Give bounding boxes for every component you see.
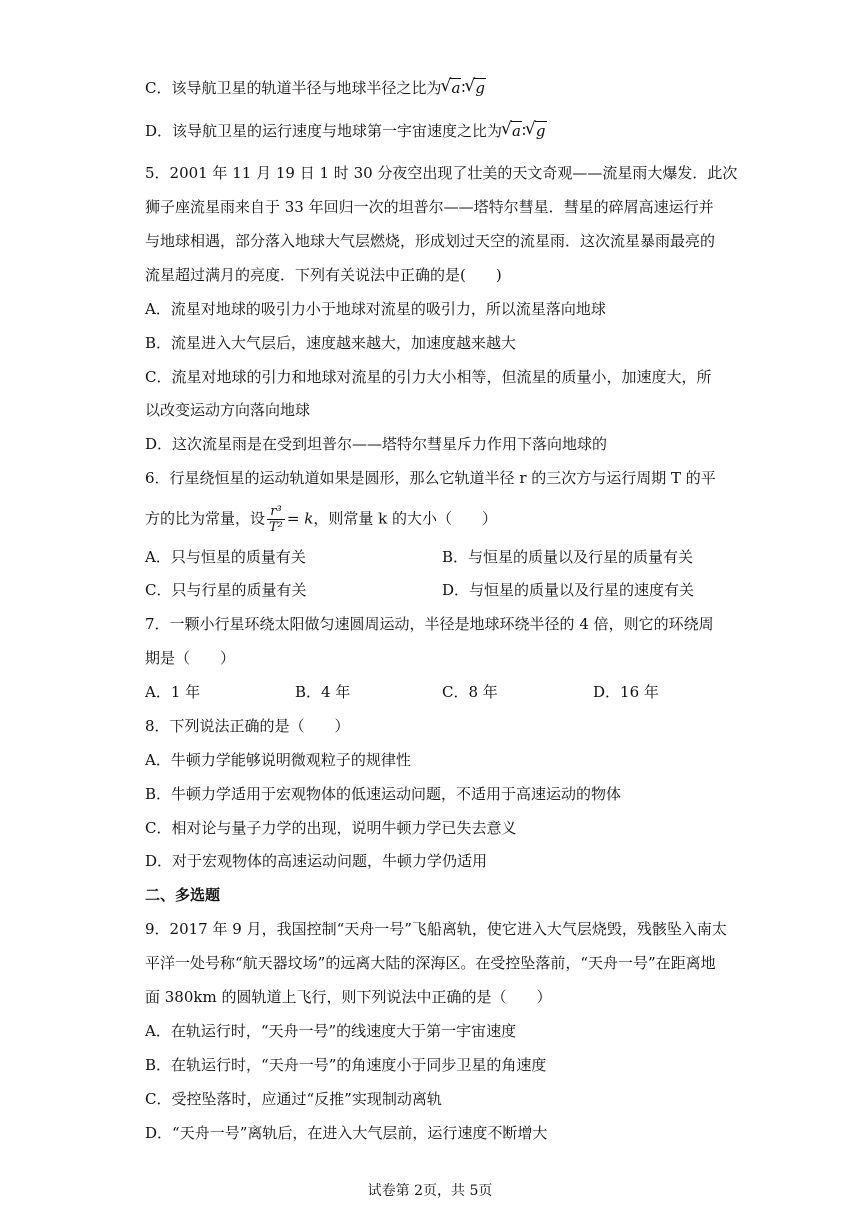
q5-stem-line-3: 与地球相遇，部分落入地球大气层燃烧，形成划过天空的流星雨．这次流星暴雨最亮的 [145,232,716,250]
q9-stem-line-2: 平洋一处号称“航天器坟场”的远离大陆的深海区。在受控坠落前，“天舟一号”在距离地 [145,954,716,972]
q8-option-c: C．相对论与量子力学的出现，说明牛顿力学已失去意义 [145,819,517,837]
q4-option-d-text: D．该导航卫星的运行速度与地球第一宇宙速度之比为 [145,122,503,140]
q7-stem-line-2: 期是（ ） [145,649,236,667]
q6-stem-post: ，则常量 k 的大小（ ） [313,509,497,528]
q6-option-c: C．只与行星的质量有关 [145,581,307,599]
q9-stem-line-1: 9．2017 年 9 月，我国控制“天舟一号”飞船离轨，使它进入大气层烧毁，残骸坠入南太 [145,920,727,938]
q6-stem-line-1: 6．行星绕恒星的运动轨道如果是圆形，那么它轨道半径 r 的三次方与运行周期 T 的平 [145,469,716,487]
fraction-numerator: r³ [267,504,285,520]
q7-option-c: C．8 年 [442,683,498,701]
q9-option-b: B．在轨运行时，“天舟一号”的角速度小于同步卫星的角速度 [145,1056,547,1074]
sqrt-g: √ g [526,121,547,141]
q9-option-d: D．“天舟一号”离轨后，在进入大气层前，运行速度不断增大 [145,1124,548,1142]
q5-stem-line-2: 狮子座流星雨来自于 33 年回归一次的坦普尔——塔特尔彗星．彗星的碎屑高速运行并 [145,198,714,216]
q9-option-a: A．在轨运行时，“天舟一号”的线速度大于第一宇宙速度 [145,1022,517,1040]
q9-stem-line-3: 面 380km 的圆轨道上飞行，则下列说法中正确的是（ ） [145,988,552,1006]
q5-option-a: A．流星对地球的吸引力小于地球对流星的吸引力，所以流星落向地球 [145,300,606,318]
sqrt-a: √ a [441,78,461,98]
sqrt-g: √ g [465,78,486,98]
section-heading-multi-choice: 二、多选题 [145,886,221,904]
q8-option-d: D．对于宏观物体的高速运动问题，牛顿力学仍适用 [145,852,488,870]
q6-stem-pre: 方的比为常量，设 [145,509,266,528]
q5-option-d: D．这次流星雨是在受到坦普尔——塔特尔彗星斥力作用下落向地球的 [145,435,608,453]
q7-option-a: A．1 年 [145,683,201,701]
q7-stem-line-1: 7．一颗小行星环绕太阳做匀速圆周运动，半径是地球环绕半径的 4 倍，则它的环绕周 [145,615,714,633]
q9-option-c: C．受控坠落时，应通过“反推”实现制动离轨 [145,1090,442,1108]
q8-option-a: A．牛顿力学能够说明微观粒子的规律性 [145,751,411,769]
formula-fraction [267,504,285,535]
formula-equals: = k [286,509,314,528]
q5-option-c-cont: 以改变运动方向落向地球 [145,401,311,419]
q8-option-b: B．牛顿力学适用于宏观物体的低速运动问题，不适用于高速运动的物体 [145,785,622,803]
q5-option-b: B．流星进入大气层后，速度越来越大，加速度越来越大 [145,334,517,352]
q4-option-c [145,78,486,98]
q7-option-d: D．16 年 [593,683,659,701]
colon: ∶ [521,122,526,140]
page-footer: 试卷第 2页，共 5页 [367,1183,493,1199]
q6-stem-line-2 [145,504,497,535]
colon: ∶ [461,79,466,97]
q4-option-c-text: C．该导航卫星的轨道半径与地球半径之比为 [145,79,442,97]
q6-option-a: A．只与恒星的质量有关 [145,548,306,566]
fraction-denominator: T² [269,520,283,535]
sqrt-a: √ a [502,121,522,141]
q7-option-b: B．4 年 [295,683,351,701]
q5-stem-line-4: 流星超过满月的亮度．下列有关说法中正确的是( ) [145,266,502,284]
q6-option-d: D．与恒星的质量以及行星的速度有关 [442,581,695,599]
q5-option-c: C．流星对地球的引力和地球对流星的引力大小相等，但流星的质量小，加速度大，所 [145,368,712,386]
q6-option-b: B．与恒星的质量以及行星的质量有关 [442,548,694,566]
q8-stem: 8．下列说法正确的是（ ） [145,717,350,735]
q5-stem-line-1: 5．2001 年 11 月 19 日 1 时 30 分夜空出现了壮美的天文奇观——流星雨大爆发．此次 [145,164,738,182]
q4-option-d [145,121,547,141]
